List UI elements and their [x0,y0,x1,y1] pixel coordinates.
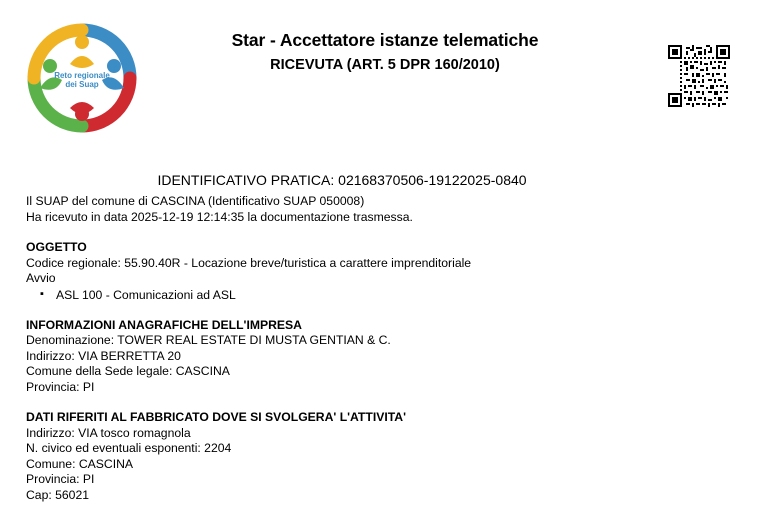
identificativo-pratica: IDENTIFICATIVO PRATICA: 02168370506-19122025-0840 [157,172,527,188]
codice-regionale-line: Codice regionale: 55.90.40R - Locazione breve/turistica a carattere imprenditoriale [26,255,472,270]
section-heading-oggetto: OGGETTO [26,240,87,254]
provincia-sede-line: Provincia: PI [26,379,95,394]
section-heading-anagrafica: INFORMAZIONI ANAGRAFICHE DELL'IMPRESA [26,317,302,332]
indirizzo-sede-line: Indirizzo: VIA BERRETTA 20 [26,348,181,363]
civico-fabbricato-line: N. civico ed eventuali esponenti: 2204 [26,441,232,455]
reto-regionale-dei-suap-logo [22,22,142,137]
suap-line: Il SUAP del comune di CASCINA (Identificativo SUAP 050008) [26,194,365,208]
document-title: Star - Accettatore istanze telematiche [231,30,539,50]
avvio-line: Avvio [26,271,56,285]
indirizzo-fabbricato-line: Indirizzo: VIA tosco romagnola [26,425,191,440]
provincia-fabbricato-line: Provincia: PI [26,472,95,486]
list-item: ▪ ASL 100 - Comunicazioni ad ASL [56,287,738,303]
document-body [26,172,738,503]
logo-text-line2: dei Suap [65,80,99,89]
comune-fabbricato-line: Comune: CASCINA [26,456,134,471]
oggetto-bullet-list [26,287,738,303]
cap-fabbricato-line: Cap: 56021 [26,487,90,502]
denominazione-line: Denominazione: TOWER REAL ESTATE DI MUSTA GENTIAN & C. [26,333,391,347]
document-subtitle: RICEVUTA (ART. 5 DPR 160/2010) [270,56,500,73]
qr-code [668,45,730,107]
ricevuto-line: Ha ricevuto in data 2025-12-19 12:14:35 la documentazione trasmessa. [26,209,413,224]
section-heading-fabbricato: DATI RIFERITI AL FABBRICATO DOVE SI SVOLGERA' L'ATTIVITA' [26,410,406,424]
title-block [150,30,620,73]
document-header [0,0,758,150]
logo-text-line1: Reto regionale [54,71,110,80]
comune-sede-line: Comune della Sede legale: CASCINA [26,364,230,378]
